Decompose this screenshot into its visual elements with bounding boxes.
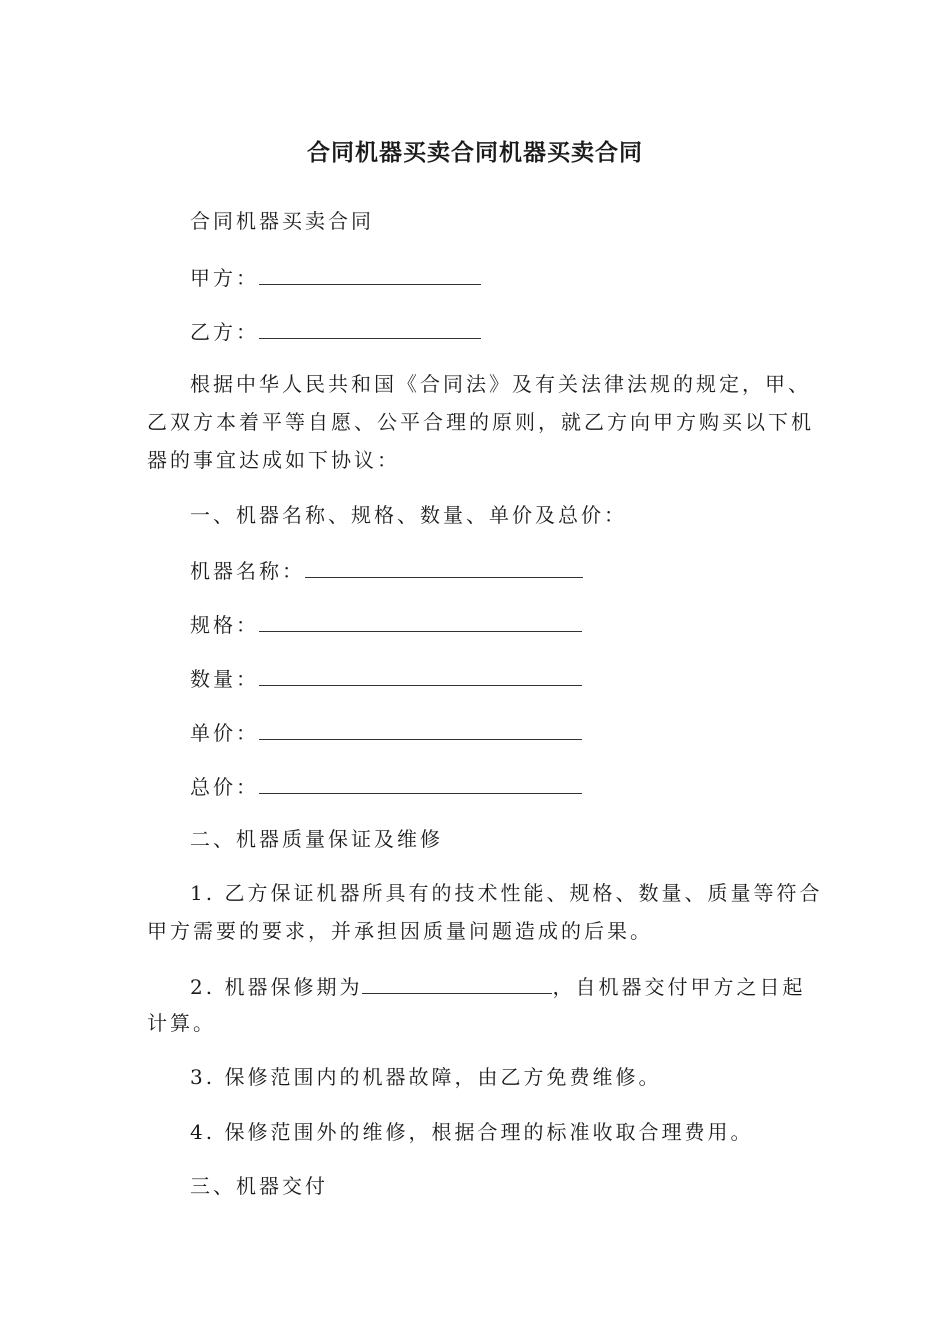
field-blank	[259, 609, 582, 632]
party-b-blank	[259, 316, 481, 339]
section1-heading: 一、机器名称、规格、数量、单价及总价：	[190, 503, 627, 527]
section3-heading: 三、机器交付	[190, 1174, 328, 1198]
party-b-label: 乙方：	[190, 320, 259, 344]
contract-subtitle: 合同机器买卖合同	[190, 209, 374, 233]
section2-item4: 4. 保修范围外的维修，根据合理的标准收取合理费用。	[190, 1120, 754, 1144]
field-unit-price	[190, 717, 582, 747]
field-spec	[190, 609, 582, 639]
party-a-label: 甲方：	[190, 266, 259, 290]
party-b-line	[190, 316, 481, 346]
section2-heading: 二、机器质量保证及维修	[190, 827, 443, 851]
field-label: 机器名称：	[190, 559, 305, 583]
party-a-blank	[259, 262, 481, 285]
field-blank	[259, 717, 582, 740]
item2-suffix: ，自机器交付甲方之日起	[552, 975, 806, 999]
field-label: 规格：	[190, 613, 259, 637]
field-blank	[259, 771, 582, 794]
party-a-line	[190, 262, 481, 292]
intro-line-1: 根据中华人民共和国《合同法》及有关法律法规的规定，甲、	[190, 372, 811, 396]
item2-prefix: 2. 机器保修期为	[190, 975, 363, 999]
section2-item3: 3. 保修范围内的机器故障，由乙方免费维修。	[190, 1065, 662, 1089]
field-blank	[259, 663, 582, 686]
warranty-period-blank	[362, 971, 552, 994]
field-total-price	[190, 771, 582, 801]
intro-line-2: 乙双方本着平等自愿、公平合理的原则，就乙方向甲方购买以下机	[147, 410, 814, 434]
field-quantity	[190, 663, 582, 693]
field-machine-name	[190, 555, 583, 585]
field-label: 单价：	[190, 721, 259, 745]
document-title: 合同机器买卖合同机器买卖合同	[307, 140, 643, 166]
section2-item1-line1: 1. 乙方保证机器所具有的技术性能、规格、数量、质量等符合	[190, 881, 823, 905]
field-label: 总价：	[190, 775, 259, 799]
section2-item2-line2: 计算。	[147, 1011, 216, 1035]
section2-item1-line2: 甲方需要的要求，并承担因质量问题造成的后果。	[147, 919, 653, 943]
field-label: 数量：	[190, 667, 259, 691]
field-blank	[305, 555, 583, 578]
intro-line-3: 器的事宜达成如下协议：	[147, 448, 400, 472]
section2-item2-line1	[190, 971, 805, 1001]
